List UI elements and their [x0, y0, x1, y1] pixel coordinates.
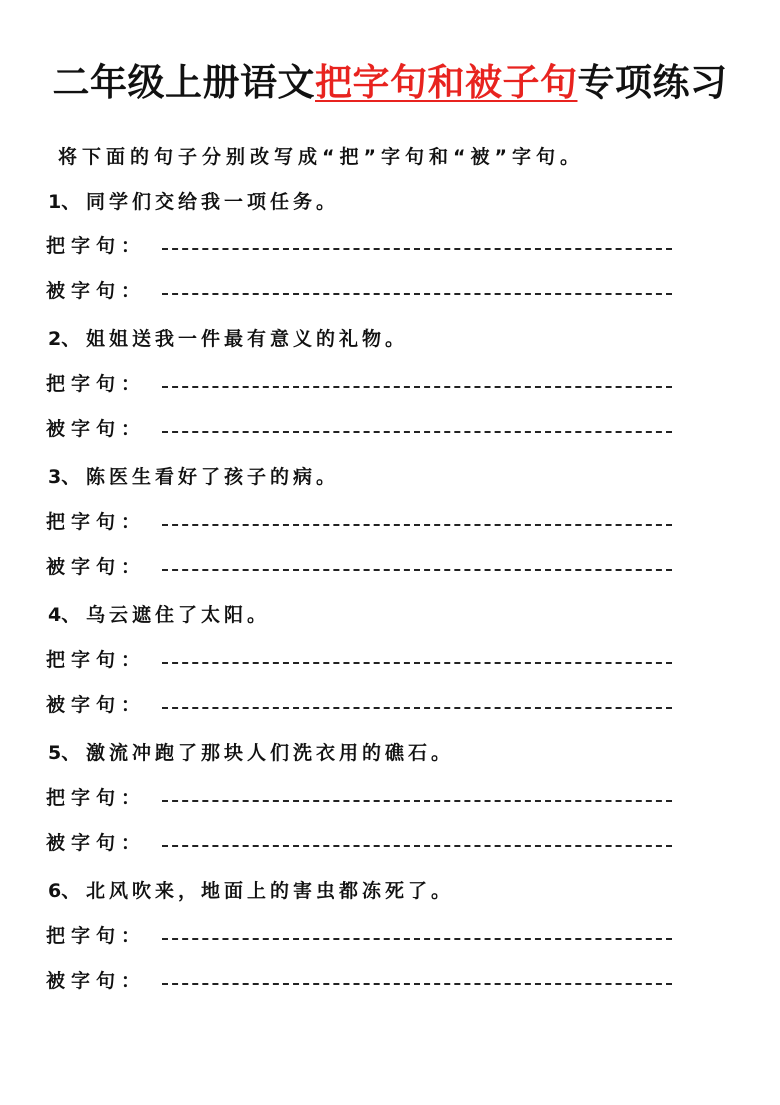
question-6 [48, 876, 454, 903]
bei-label: 被字句： [46, 970, 147, 992]
answer-line[interactable] [162, 800, 672, 802]
ba-label: 把字句： [46, 649, 147, 671]
question-1 [48, 187, 339, 214]
question-text: 姐姐送我一件最有意义的礼物。 [86, 328, 409, 350]
answer-bei-5[interactable] [46, 828, 636, 858]
question-3 [48, 462, 339, 489]
ba-label: 把字句： [46, 511, 147, 533]
question-number: 6、 [48, 880, 81, 902]
bei-label: 被字句： [46, 418, 147, 440]
answer-line[interactable] [162, 248, 672, 250]
bei-label: 被字句： [46, 832, 147, 854]
answer-line[interactable] [162, 386, 672, 388]
answer-line[interactable] [162, 662, 672, 664]
answer-ba-2[interactable] [46, 369, 636, 399]
ba-label: 把字句： [46, 235, 147, 257]
title-suffix: 专项练习 [577, 61, 728, 104]
title-highlight: 把字句和被子句 [315, 61, 578, 104]
question-number: 4、 [48, 604, 81, 626]
bei-label: 被字句： [46, 694, 147, 716]
answer-line[interactable] [162, 293, 672, 295]
instruction-text: 将下面的句子分别改写成“把”字句和“被”字句。 [58, 146, 584, 168]
answer-line[interactable] [162, 845, 672, 847]
answer-ba-1[interactable] [46, 231, 636, 261]
ba-label: 把字句： [46, 925, 147, 947]
answer-line[interactable] [162, 431, 672, 433]
question-number: 2、 [48, 328, 81, 350]
question-text: 激流冲跑了那块人们洗衣用的礁石。 [86, 742, 455, 764]
answer-line[interactable] [162, 569, 672, 571]
bei-label: 被字句： [46, 280, 147, 302]
answer-bei-6[interactable] [46, 966, 636, 996]
answer-line[interactable] [162, 938, 672, 940]
page-title [0, 52, 780, 106]
ba-label: 把字句： [46, 787, 147, 809]
answer-ba-6[interactable] [46, 921, 636, 951]
answer-ba-4[interactable] [46, 645, 636, 675]
answer-bei-1[interactable] [46, 276, 636, 306]
answer-line[interactable] [162, 707, 672, 709]
bei-label: 被字句： [46, 556, 147, 578]
answer-line[interactable] [162, 524, 672, 526]
question-text: 陈医生看好了孩子的病。 [86, 466, 340, 488]
question-2 [48, 324, 408, 351]
question-number: 3、 [48, 466, 81, 488]
question-number: 1、 [48, 191, 81, 213]
ba-label: 把字句： [46, 373, 147, 395]
answer-bei-3[interactable] [46, 552, 636, 582]
answer-bei-2[interactable] [46, 414, 636, 444]
question-text: 乌云遮住了太阳。 [86, 604, 271, 626]
question-5 [48, 738, 454, 765]
question-number: 5、 [48, 742, 81, 764]
question-text: 北风吹来，地面上的害虫都冻死了。 [86, 880, 455, 902]
answer-line[interactable] [162, 983, 672, 985]
answer-ba-5[interactable] [46, 783, 636, 813]
title-prefix: 二年级上册语文 [52, 61, 315, 104]
question-4 [48, 600, 270, 627]
answer-ba-3[interactable] [46, 507, 636, 537]
question-text: 同学们交给我一项任务。 [86, 191, 340, 213]
answer-bei-4[interactable] [46, 690, 636, 720]
